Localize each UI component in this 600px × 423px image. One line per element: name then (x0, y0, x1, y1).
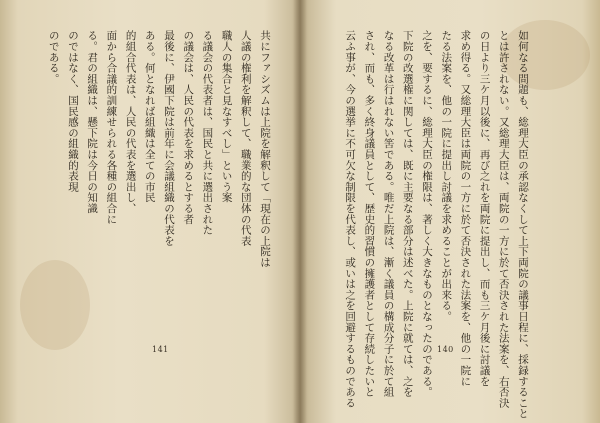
text-column: のである。 (47, 30, 60, 84)
left-page-number: 141 (152, 345, 169, 354)
text-column: 求め得る。又総理大臣は両院の一方に於て否決された法案を、他の一院に (459, 30, 472, 387)
right-page-number: 140 (437, 345, 454, 354)
text-column: なる改革は行はれない筈である。唯だ上院は、漸く議員の構成分子に於て組 (382, 30, 395, 398)
text-column: ある。何となれば組織は全ての市民 (143, 30, 156, 203)
text-column: のではなく、国民感の組織的表現 (66, 30, 79, 192)
text-column: る。君の組織は、懸下院は今日の知識 (86, 30, 99, 214)
text-column: の日より三ケ月以後に、再び之れを両院に提出し、而も三ケ月後に討議を (478, 30, 491, 387)
text-column: の議会は、人民の代表を求めるとする者 (182, 30, 195, 225)
text-column: 的組合代表は、人民の代表を選出し、 (124, 30, 137, 214)
text-column: たる法案を、他の一院に提出し討議を求めることが出来る。 (440, 30, 453, 322)
text-column: る議会の代表者は、国民と共に選出された (201, 30, 214, 236)
text-column: 共にファシズムは上院を解釈して「現在の上院は (259, 30, 271, 268)
left-page-text (47, 30, 274, 330)
text-column: 最後に、伊國下院は前年に会議組織の代表を (162, 30, 175, 246)
text-column: とは許されない。又総理大臣は、両院の一方に於て否決された法案を、右否決 (497, 30, 510, 408)
text-column: され、而も、多く終身議員として、歴史的習慣の擁護者として存続したいと (363, 30, 376, 398)
text-column: 人議の権利を解釈して、職業的な団体の代表 (239, 30, 252, 246)
text-column: 面から合議的訓練せられる各種の組合に (105, 30, 118, 225)
book-gutter (293, 0, 307, 423)
text-column: 云ふ事が、今の選挙に不可欠な制限を代表し、或いは之を回避するものである (344, 30, 357, 408)
text-column: 之を、要するに、総理大臣の権限は、著しく大きなものとなったのである。 (420, 30, 433, 398)
text-column: 下院の改選権に関しては、既に主要なる部分は述べた。上院に就ては、之を (401, 30, 414, 398)
right-page (300, 0, 600, 423)
text-column: 職人の集合と見なすべし」という案 (220, 30, 233, 203)
text-column: 如何なる問題も、総理大臣の承認なくして上下両院の議事日程に、採録すること (517, 30, 529, 419)
